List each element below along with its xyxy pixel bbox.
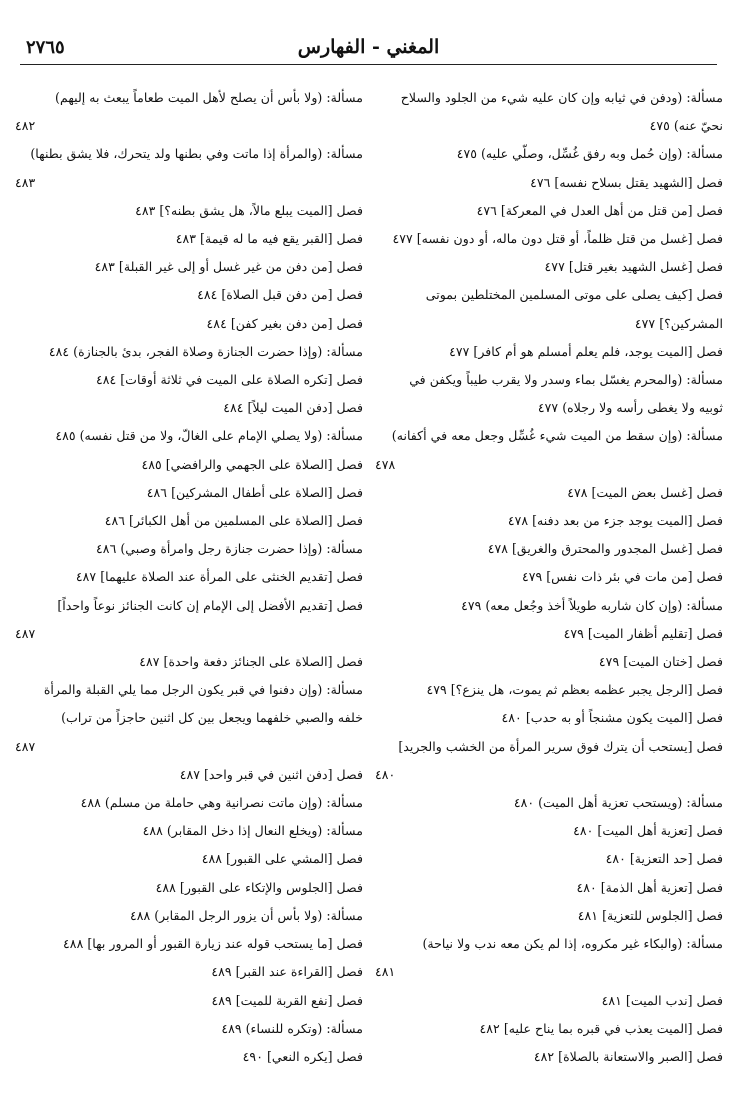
index-entry: فصل [من دفن بغير كفن] ٤٨٤ xyxy=(206,315,363,331)
index-entry: فصل [ما يستحب قوله عند زيارة القبور أو المرور بها] ٤٨٨ xyxy=(63,936,363,952)
index-entry: مسألة: (وإن ماتت نصرانية وهي حاملة من مسلم) ٤٨٨ xyxy=(80,795,363,811)
index-entry: مسألة: (وإذا حضرت جنازة رجل وامرأة وصبي) ٤٨٦ xyxy=(96,541,363,557)
index-entry: مسألة: (ويخلع النعال إذا دخل المقابر) ٤٨٨ xyxy=(142,823,363,839)
index-entry: فصل [تعزية أهل الميت] ٤٨٠ xyxy=(573,823,723,839)
index-entry: نحيّ عنه) ٤٧٥ xyxy=(649,118,723,134)
index-entry: فصل [تقديم الأفضل إلى الإمام إن كانت الجنائز نوعاً واحداً] xyxy=(57,597,363,613)
index-entry-page-continuation: ٤٧٨ xyxy=(375,456,396,472)
index-entry: مسألة: (ولا بأس أن يصلح لأهل الميت طعاماً يبعث به إليهم) xyxy=(55,90,363,105)
index-entry: فصل [ندب الميت] ٤٨١ xyxy=(601,992,723,1008)
page-header xyxy=(20,34,717,65)
index-entry: فصل [الميت يعذب في قبره بما يناح عليه] ٤٨٢ xyxy=(479,1020,723,1036)
index-entry: فصل [القبر يقع فيه ما له قيمة] ٤٨٣ xyxy=(175,231,363,247)
index-entry: مسألة: (وإن سقط من الميت شيء غُسِّل وجعل معه في أكفانه) xyxy=(391,428,723,444)
index-entry: فصل [الصلاة على الجنائز دفعة واحدة] ٤٨٧ xyxy=(139,654,363,670)
index-entry: فصل [تقديم الخنثى على المرأة عند الصلاة عليهما] ٤٨٧ xyxy=(75,569,363,585)
index-entry: فصل [من مات في بئر ذات نفس] ٤٧٩ xyxy=(521,569,723,585)
index-entry: فصل [دفن اثنين في قبر واحد] ٤٨٧ xyxy=(179,766,363,782)
index-entry: فصل [الميت يكون مشنجاً أو به حدب] ٤٨٠ xyxy=(501,710,723,726)
index-entry: مسألة: (والمحرم يغسّل بماء وسدر ولا يقرب طيباً ويكفن في xyxy=(409,372,723,388)
index-entry: مسألة: (وإن كان شاربه طويلاً أخذ وجُعل معه) ٤٧٩ xyxy=(461,597,723,613)
index-entry: فصل [الصبر والاستعانة بالصلاة] ٤٨٢ xyxy=(533,1048,723,1064)
index-entry: مسألة: (ولا بأس أن يزور الرجل المقابر) ٤٨٨ xyxy=(129,907,363,923)
index-entry: مسألة: (والمرأة إذا ماتت وفي بطنها ولد يتحرك، فلا يشق بطنها) xyxy=(30,146,363,162)
index-entry: فصل [الصلاة على أطفال المشركين] ٤٨٦ xyxy=(146,484,363,500)
index-entry: فصل [الجلوس للتعزية] ٤٨١ xyxy=(577,907,723,923)
index-entry: فصل [الشهيد يقتل بسلاح نفسه] ٤٧٦ xyxy=(530,174,723,190)
index-entry: فصل [الرجل يجبر عظمه بعظم ثم يموت، هل ينزع؟] ٤٧٩ xyxy=(426,682,723,698)
index-entry: مسألة: (وإن حُمل وبه رفق غُسِّل، وصلّي عليه) ٤٧٥ xyxy=(456,146,723,162)
index-entry: مسألة: (ودفن في ثيابه وإن كان عليه شيء من الجلود والسلاح xyxy=(400,90,723,105)
index-entry: مسألة: (ولا يصلي الإمام على الغالّ، ولا من قتل نفسه) ٤٨٥ xyxy=(55,428,363,444)
index-entry: مسألة: (وإن دفنوا في قبر يكون الرجل مما يلي القبلة والمرأة xyxy=(43,682,363,698)
index-entry: مسألة: (وإذا حضرت الجنازة وصلاة الفجر، بدئ بالجنازة) ٤٨٤ xyxy=(48,343,363,359)
index-entry: فصل [غسل المجدور والمحترق والغريق] ٤٧٨ xyxy=(487,541,723,557)
index-entry: فصل [تعزية أهل الذمة] ٤٨٠ xyxy=(576,879,723,895)
index-entry-page-continuation: ٤٨٣ xyxy=(15,174,36,190)
index-entry: ثوبيه ولا يغطى رأسه ولا رجلاه) ٤٧٧ xyxy=(537,400,723,416)
index-entry: فصل [ختان الميت] ٤٧٩ xyxy=(598,654,723,670)
index-entry: فصل [تكره الصلاة على الميت في ثلاثة أوقات] ٤٨٤ xyxy=(95,372,363,388)
index-entry: فصل [نفع القربة للميت] ٤٨٩ xyxy=(211,992,363,1008)
index-entry: فصل [من قتل من أهل العدل في المعركة] ٤٧٦ xyxy=(476,202,723,218)
index-entry: فصل [غسل من قتل ظلماً، أو قتل دون ماله، أو دون نفسه] ٤٧٧ xyxy=(392,231,723,247)
index-entry: فصل [الميت يبلع مالاً، هل يشق بطنه؟] ٤٨٣ xyxy=(135,202,363,218)
running-title: المغني - الفهارس xyxy=(297,36,440,58)
index-entry: فصل [الميت يوجد، فلم يعلم أمسلم هو أم كافر] ٤٧٧ xyxy=(449,343,723,359)
page-number: ٢٧٦٥ xyxy=(26,37,65,58)
index-entry: فصل [الصلاة على الجهمي والرافضي] ٤٨٥ xyxy=(141,456,363,472)
index-entry: فصل [القراءة عند القبر] ٤٨٩ xyxy=(211,964,363,980)
index-entry: فصل [غسل بعض الميت] ٤٧٨ xyxy=(567,484,723,500)
index-entry: فصل [يستحب أن يترك فوق سرير المرأة من الخشب والجريد] xyxy=(398,738,723,754)
right-column xyxy=(375,84,723,1071)
index-entry: مسألة: (والبكاء غير مكروه، إذا لم يكن معه ندب ولا نياحة) xyxy=(422,936,723,952)
index-entry: فصل [من دفن قبل الصلاة] ٤٨٤ xyxy=(197,287,363,303)
index-entry: مسألة: (ويستحب تعزية أهل الميت) ٤٨٠ xyxy=(513,795,723,811)
index-entry-page-continuation: ٤٨٠ xyxy=(375,766,396,782)
index-entry-page-continuation: ٤٨٧ xyxy=(15,625,36,641)
index-entry-page-continuation: ٤٨٧ xyxy=(15,738,36,754)
index-entry: خلفه والصبي خلفهما ويجعل بين كل اثنين حاجزاً من تراب) xyxy=(61,710,363,726)
index-entry: فصل [الصلاة على المسلمين من أهل الكبائر] ٤٨٦ xyxy=(104,513,363,529)
index-entry: فصل [الجلوس والإتكاء على القبور] ٤٨٨ xyxy=(155,879,363,895)
left-column xyxy=(15,84,363,1071)
index-entry-page-continuation: ٤٨٢ xyxy=(15,118,36,134)
index-entry-page-continuation: ٤٨١ xyxy=(375,964,396,980)
index-entry: فصل [المشي على القبور] ٤٨٨ xyxy=(201,851,363,867)
index-entry: المشركين؟] ٤٧٧ xyxy=(634,315,723,331)
index-entry: فصل [حد التعزية] ٤٨٠ xyxy=(605,851,723,867)
index-entry: فصل [يكره النعي] ٤٩٠ xyxy=(242,1048,363,1064)
index-entry: فصل [من دفن من غير غسل أو إلى غير القبلة] ٤٨٣ xyxy=(94,259,363,275)
index-entry: مسألة: (وتكره للنساء) ٤٨٩ xyxy=(221,1020,363,1036)
index-entry: فصل [الميت يوجد جزء من بعد دفنه] ٤٧٨ xyxy=(507,513,723,529)
index-entry: فصل [كيف يصلى على موتى المسلمين المختلطين بموتى xyxy=(425,287,723,303)
index-entry: فصل [تقليم أظفار الميت] ٤٧٩ xyxy=(563,625,723,641)
index-entry: فصل [غسل الشهيد بغير قتل] ٤٧٧ xyxy=(544,259,723,275)
index-entry: فصل [دفن الميت ليلاً] ٤٨٤ xyxy=(223,400,363,416)
